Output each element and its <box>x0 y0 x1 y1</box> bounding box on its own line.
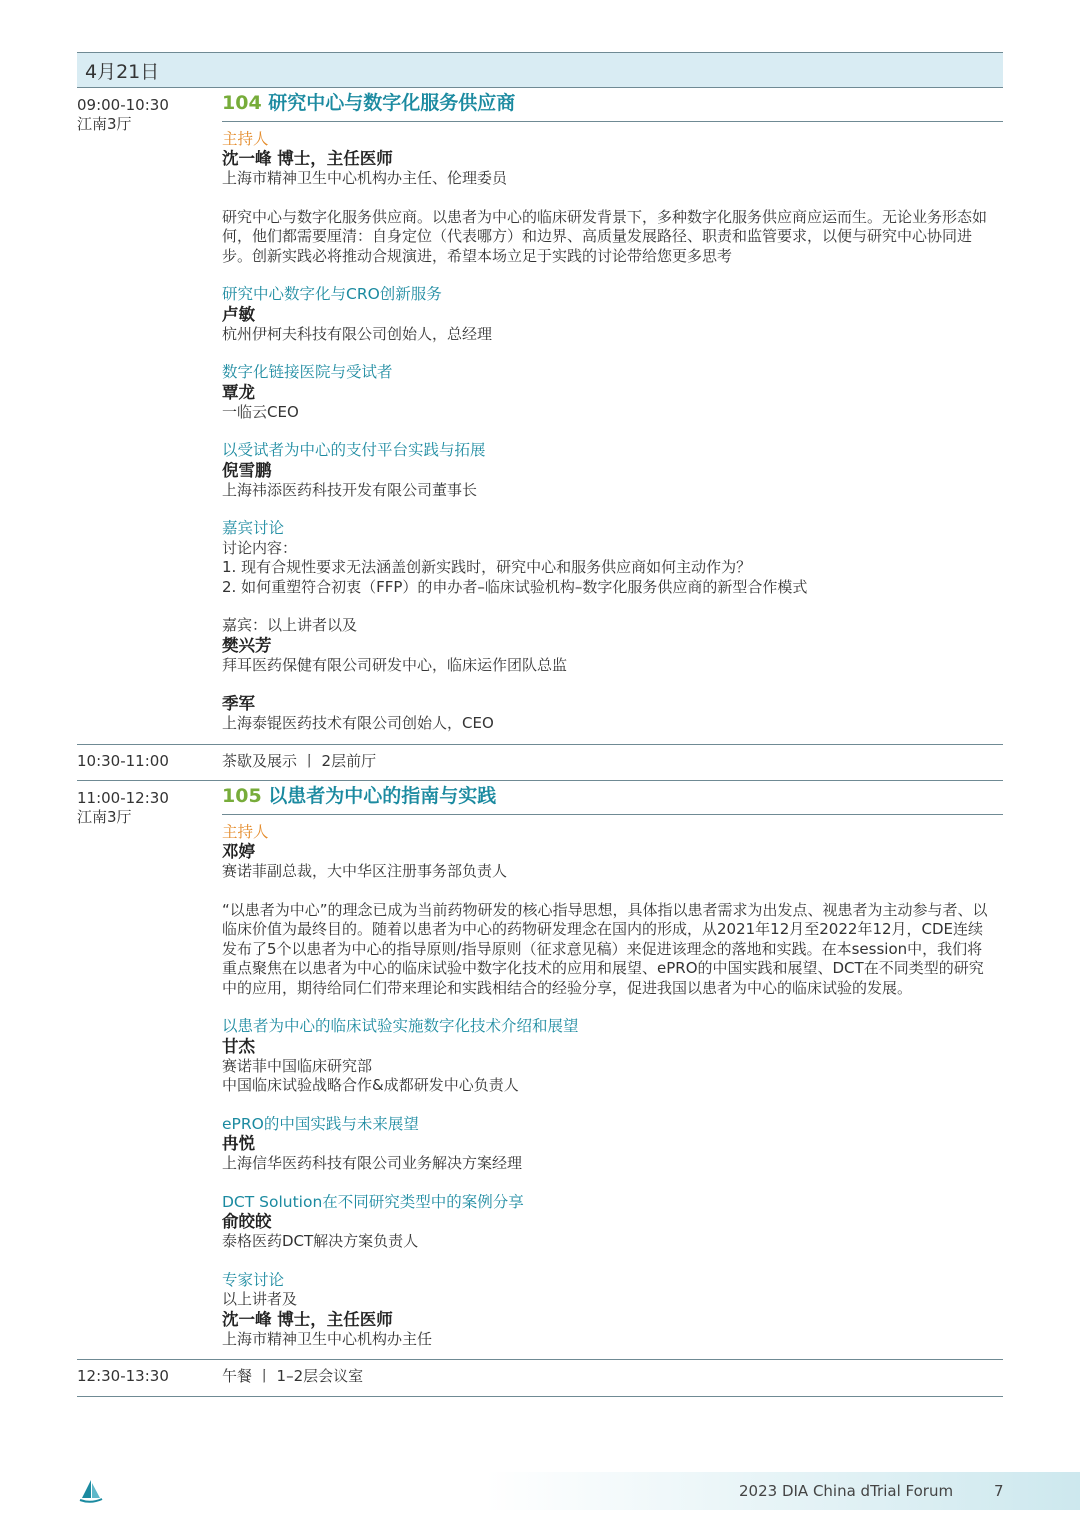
speaker-name: 覃龙 <box>222 382 255 402</box>
guest-name: 沈一峰 博士，主任医师 <box>222 1309 393 1329</box>
page-footer <box>0 1472 1080 1510</box>
session-105 <box>77 781 1003 1360</box>
panel-question: 1. 现有合规性要求无法涵盖创新实践时，研究中心和服务供应商如何主动作为？ <box>222 558 752 576</box>
guest-org: 上海市精神卫生中心机构办主任 <box>222 1329 433 1348</box>
panel-title: 嘉宾讨论 <box>222 519 285 537</box>
page-number: 7 <box>994 1482 1004 1500</box>
panel-content-label: 讨论内容： <box>222 538 298 557</box>
session-title-text: 以患者为中心的指南与实践 <box>268 785 497 807</box>
panel-guest-block <box>222 616 1003 675</box>
speaker-org: 中国临床试验战略合作&成都研发中心负责人 <box>222 1076 519 1094</box>
speaker-name: 卢敏 <box>222 304 255 324</box>
speaker-name: 俞皎皎 <box>222 1212 272 1231</box>
speaker-org: 杭州伊柯夫科技有限公司创始人，总经理 <box>222 324 493 343</box>
speaker-org: 泰格医药DCT解决方案负责人 <box>222 1232 419 1250</box>
speaker-org: 一临云CEO <box>222 402 299 421</box>
panel-block <box>222 519 1003 597</box>
session-title <box>222 781 1003 815</box>
speaker-org: 赛诺菲中国临床研究部 <box>222 1056 373 1075</box>
session-time: 09:00-10:30 <box>77 96 169 114</box>
speaker-org: 上海祎添医药科技开发有限公司董事长 <box>222 480 478 499</box>
panel-question: 2. 如何重塑符合初衷（FFP）的申办者–临床试验机构–数字化服务供应商的新型合作模式 <box>222 577 808 596</box>
guest-name: 樊兴芳 <box>222 635 272 655</box>
session-title-text: 研究中心与数字化服务供应商 <box>268 92 516 114</box>
talk-block <box>222 441 1003 500</box>
break-text: 茶歇及展示 丨 2层前厅 <box>222 751 377 770</box>
talk-title: 数字化链接医院与受试者 <box>222 363 393 381</box>
panel-block <box>222 1271 1003 1350</box>
speaker-org: 上海信华医药科技有限公司业务解决方案经理 <box>222 1154 523 1172</box>
footer-event-name: 2023 DIA China dTrial Forum <box>739 1482 954 1500</box>
guest-org: 拜耳医药保健有限公司研发中心，临床运作团队总监 <box>222 655 568 674</box>
talk-block <box>222 1193 1003 1252</box>
talk-block <box>222 1017 1003 1096</box>
agenda-page <box>77 52 1003 1397</box>
session-title <box>222 88 1003 122</box>
speaker-name: 甘杰 <box>222 1036 255 1056</box>
talk-block <box>222 1115 1003 1174</box>
talk-title: 研究中心数字化与CRO创新服务 <box>222 285 442 303</box>
session-104-content <box>222 88 1003 734</box>
host-name: 邓婷 <box>222 842 255 861</box>
session-number: 105 <box>222 785 262 807</box>
speaker-name: 冉悦 <box>222 1134 255 1153</box>
talk-block <box>222 363 1003 422</box>
break-time: 10:30-11:00 <box>77 751 169 770</box>
host-label: 主持人 <box>222 822 269 841</box>
talk-title: DCT Solution在不同研究类型中的案例分享 <box>222 1192 524 1211</box>
session-intro: 研究中心与数字化服务供应商。以患者为中心的临床研发背景下，多种数字化服务供应商应运而生。无论业务形态如何，他们都需要厘清：自身定位（代表哪方）和边界、高质量发展路径、职责和监管要求，以便与研究中心协同进步。创新实践必将推动合规演进，希望本场立足于实践的讨论带给您更多思考 <box>222 207 988 265</box>
panel-guests-label: 嘉宾：以上讲者以及 <box>222 616 358 634</box>
host-org: 赛诺菲副总裁，大中华区注册事务部负责人 <box>222 862 508 880</box>
lunch-time: 12:30-13:30 <box>77 1367 169 1385</box>
panel-title: 专家讨论 <box>222 1270 285 1289</box>
session-room: 江南3厅 <box>77 808 132 826</box>
panel-guests-label: 以上讲者及 <box>222 1290 298 1308</box>
host-block <box>222 130 1003 189</box>
session-room: 江南3厅 <box>77 115 132 133</box>
talk-block <box>222 285 1003 344</box>
session-105-time-room <box>77 781 222 1349</box>
host-block <box>222 823 1003 882</box>
lunch-row <box>77 1360 1003 1397</box>
guest-org: 上海泰锟医药技术有限公司创始人，CEO <box>222 714 494 732</box>
lunch-text: 午餐 丨 1–2层会议室 <box>222 1367 364 1385</box>
talk-title: 以受试者为中心的支付平台实践与拓展 <box>222 441 486 459</box>
date-label: 4月21日 <box>85 60 160 83</box>
talk-title: 以患者为中心的临床试验实施数字化技术介绍和展望 <box>222 1017 579 1035</box>
host-name: 沈一峰 博士，主任医师 <box>222 149 393 168</box>
talk-title: ePRO的中国实践与未来展望 <box>222 1114 419 1133</box>
host-label: 主持人 <box>222 129 269 148</box>
session-intro: “以患者为中心”的理念已成为当前药物研发的核心指导思想，具体指以患者需求为出发点、视患者为主动参与者、以临床价值为最终目的。随着以患者为中心的药物研发理念在国内的形成，从2021年12月至2022年12月，CDE连续发布了5个以患者为中心的指导原则/指导原则（征求意见稿）来促进该理念的落地和实践。在本session中，我们将重点聚焦在以患者为中心的临床试验中数字化技术的应用和展望、ePRO的中国实践和展望、DCT在不同类型的研究中的应用，期待给同仁们带来理论和实践相结合的经验分享，促进我国以患者为中心的临床试验的发展。 <box>222 900 988 997</box>
guest-name: 季军 <box>222 694 255 713</box>
session-number: 104 <box>222 92 262 114</box>
host-org: 上海市精神卫生中心机构办主任、伦理委员 <box>222 169 508 187</box>
session-105-content <box>222 781 1003 1349</box>
session-104 <box>77 88 1003 745</box>
sail-logo-icon <box>78 1478 104 1504</box>
session-time: 11:00-12:30 <box>77 789 169 807</box>
break-row <box>77 745 1003 782</box>
speaker-name: 倪雪鹏 <box>222 460 272 480</box>
date-header <box>77 52 1003 88</box>
panel-guest-block <box>222 694 1003 734</box>
session-104-time-room <box>77 88 222 734</box>
